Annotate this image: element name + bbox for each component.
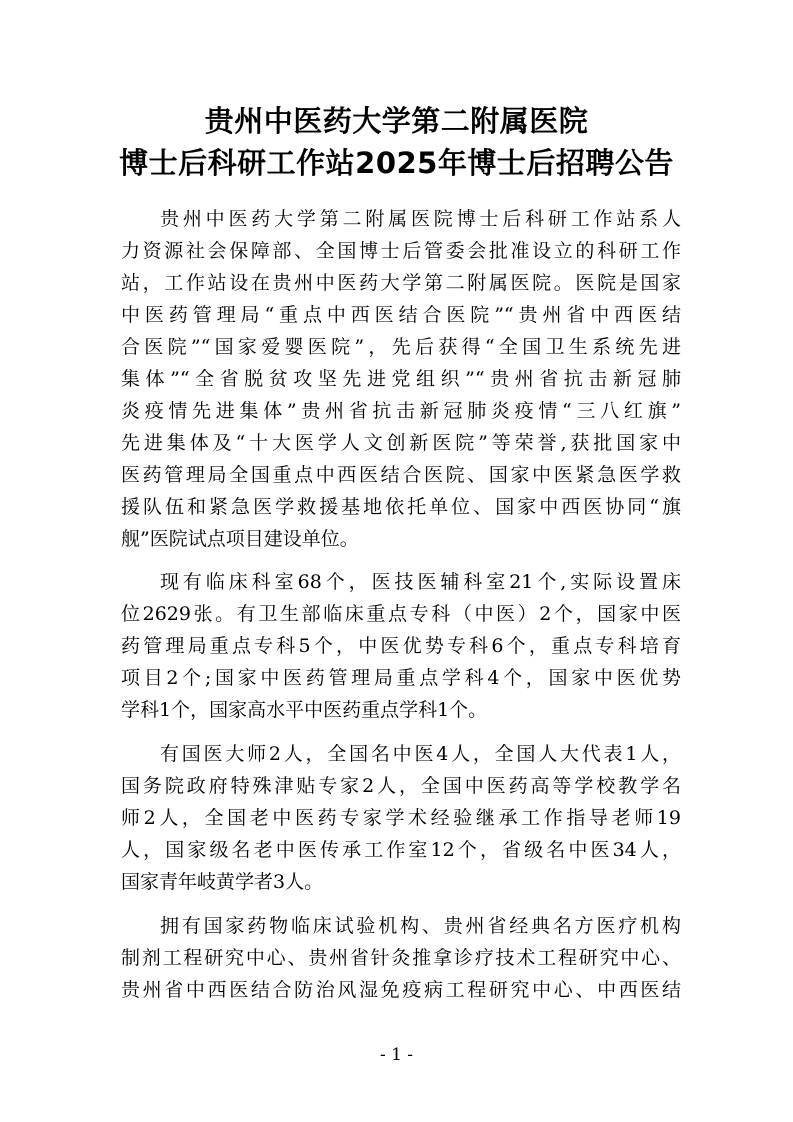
paragraph-3-line-4: 人，国家级名老中医传承工作室12个，省级名中医34人， bbox=[121, 839, 681, 861]
document-title-line-2: 博士后科研工作站2025年博士后招聘公告 bbox=[119, 146, 674, 180]
paragraph-4-line-2: 制剂工程研究中心、贵州省针灸推拿诊疗技术工程研究中心、 bbox=[121, 947, 681, 969]
paragraph-4-line-3: 贵州省中西医结合防治风湿免疫病工程研究中心、中西医结 bbox=[121, 979, 681, 1001]
paragraph-1-line-7: 炎疫情先进集体”贵州省抗击新冠肺炎疫情“三八红旗” bbox=[121, 400, 681, 422]
paragraph-3-line-1: 有国医大师2人，全国名中医4人，全国人大代表1人， bbox=[160, 743, 681, 765]
paragraph-2-line-2: 位2629张。有卫生部临床重点专科（中医）2个，国家中医 bbox=[121, 603, 681, 625]
paragraph-1-line-5: 合医院”“国家爱婴医院”，先后获得“全国卫生系统先进 bbox=[121, 336, 681, 358]
paragraph-1-line-6: 集体”“全省脱贫攻坚先进党组织”“贵州省抗击新冠肺 bbox=[121, 368, 681, 390]
page-number: - 1 - bbox=[379, 1045, 414, 1065]
paragraph-4-line-1: 拥有国家药物临床试验机构、贵州省经典名方医疗机构 bbox=[160, 915, 681, 937]
paragraph-2-line-4: 项目2个;国家中医药管理局重点学科4个，国家中医优势 bbox=[121, 667, 681, 689]
paragraph-1-line-1: 贵州中医药大学第二附属医院博士后科研工作站系人 bbox=[160, 208, 681, 230]
document-title-line-1: 贵州中医药大学第二附属医院 bbox=[204, 104, 589, 138]
paragraph-2-line-3: 药管理局重点专科5个，中医优势专科6个，重点专科培育 bbox=[121, 635, 681, 657]
paragraph-1-line-11: 舰”医院试点项目建设单位。 bbox=[121, 528, 359, 550]
paragraph-1-line-4: 中医药管理局“重点中西医结合医院”“贵州省中西医结 bbox=[121, 304, 681, 326]
paragraph-2-line-1: 现有临床科室68个，医技医辅科室21个,实际设置床 bbox=[160, 571, 681, 593]
paragraph-2-line-5: 学科1个，国家高水平中医药重点学科1个。 bbox=[121, 699, 488, 721]
paragraph-1-line-2: 力资源社会保障部、全国博士后管委会批准设立的科研工作 bbox=[121, 240, 681, 262]
paragraph-1-line-8: 先进集体及“十大医学人文创新医院”等荣誉,获批国家中 bbox=[121, 432, 681, 454]
paragraph-3-line-5: 国家青年岐黄学者3人。 bbox=[121, 871, 324, 893]
paragraph-3-line-2: 国务院政府特殊津贴专家2人，全国中医药高等学校教学名 bbox=[121, 775, 681, 797]
paragraph-1-line-10: 援队伍和紧急医学救援基地依托单位、国家中西医协同“旗 bbox=[121, 496, 681, 518]
paragraph-1-line-3: 站，工作站设在贵州中医药大学第二附属医院。医院是国家 bbox=[121, 272, 681, 294]
paragraph-3-line-3: 师2人，全国老中医药专家学术经验继承工作指导老师19 bbox=[121, 807, 681, 829]
paragraph-1-line-9: 医药管理局全国重点中西医结合医院、国家中医紧急医学救 bbox=[121, 464, 681, 486]
